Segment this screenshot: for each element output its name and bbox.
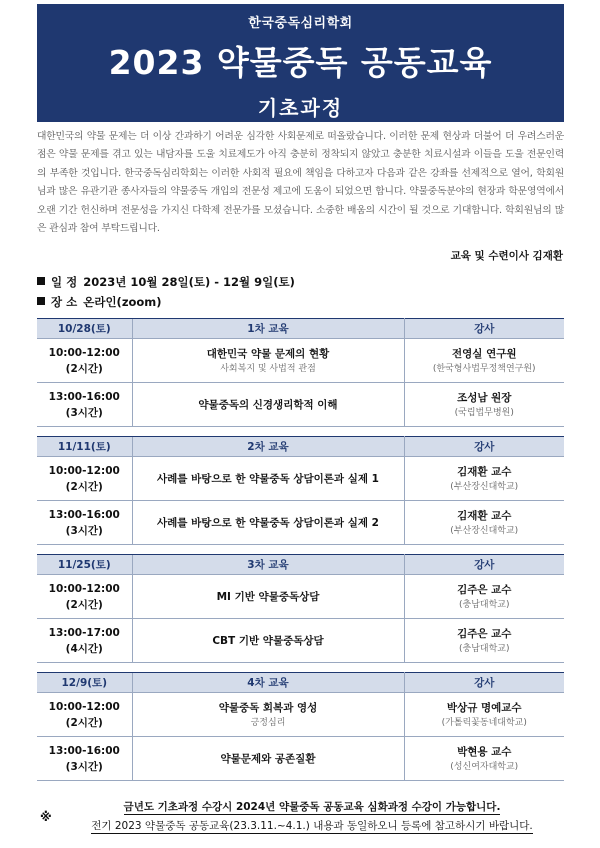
instructor-affiliation: (충남대학교) — [459, 599, 510, 610]
session-table — [37, 554, 564, 663]
table-row — [37, 457, 564, 501]
table-row — [37, 737, 564, 781]
time-cell — [37, 619, 132, 663]
topic-title: 약물문제와 공존질환 — [220, 752, 316, 765]
location-label: 장 소 — [51, 295, 78, 309]
duration: (2시간) — [65, 480, 103, 493]
time-cell — [37, 501, 132, 545]
location-value: 온라인(zoom) — [83, 295, 162, 309]
schedule-info — [37, 274, 295, 290]
instructor-cell — [404, 339, 564, 383]
session-header — [37, 673, 564, 693]
session-round: 3차 교육 — [132, 555, 404, 575]
duration: (2시간) — [65, 716, 103, 729]
instructor-name: 박현용 교수 — [457, 745, 512, 758]
intro-paragraph: 대한민국의 약물 문제는 더 이상 간과하기 어려운 심각한 사회문제로 떠올랐습니다. 이러한 문제 현상과 더불어 더 우려스러운 점은 약물 문제를 겪고 있는 내담자를 도울 치료제도가 아직 충분히 정착되지 않았고 충분한 치료시설과 이들을 도울 전문인력의 부족한 것입니다. 한국중독심리학회는 이러한 사회적 필요에 책임을 다하고자 다음과 같은 강좌를 선제적으로 열어, 학회원님과 많은 유관기관 종사자들의 약물중독 개입의 전문성 제고에 도움이 되었으면 합니다. 약물중독분야의 현장과 학문영역에서 오랜 기간 헌신하며 전문성을 가지신 다학제 전문가를 모셨습니다. 소중한 배움의 시간이 될 것으로 기대합니다. 학회원님의 많은 관심과 참여 부탁드립니다. — [37, 131, 564, 235]
table-row — [37, 383, 564, 427]
session-round: 2차 교육 — [132, 437, 404, 457]
instructor-name: 박상규 명예교수 — [446, 701, 522, 714]
instructor-cell — [404, 619, 564, 663]
session-table — [37, 436, 564, 545]
square-bullet-icon — [37, 277, 45, 285]
instructor-cell — [404, 737, 564, 781]
topic-subtitle: 사회복지 및 사법적 관점 — [220, 363, 316, 374]
time-range: 10:00-12:00 — [48, 346, 120, 359]
instructor-affiliation: (충남대학교) — [459, 643, 510, 654]
reference-mark: ※ — [40, 810, 52, 824]
topic-cell — [132, 501, 404, 545]
time-cell — [37, 575, 132, 619]
instructor-cell — [404, 693, 564, 737]
instructor-name: 김재환 교수 — [457, 465, 512, 478]
session-header — [37, 555, 564, 575]
instructor-affiliation: (부산장신대학교) — [450, 525, 519, 536]
note-advanced-course — [62, 799, 562, 814]
instructor-cell — [404, 457, 564, 501]
table-row — [37, 501, 564, 545]
schedule-value: 2023년 10월 28일(토) - 12월 9일(토) — [83, 275, 295, 289]
title-banner — [37, 4, 564, 122]
session-date: 11/11(토) — [37, 437, 132, 457]
signer: 교육 및 수련이사 김재환 — [450, 250, 563, 262]
topic-title: 사례를 바탕으로 한 약물중독 상담이론과 실제 1 — [157, 472, 379, 485]
square-bullet-icon — [37, 297, 45, 305]
instructor-affiliation: (부산장신대학교) — [450, 481, 519, 492]
instructor-name: 김주은 교수 — [457, 583, 512, 596]
session-table — [37, 672, 564, 781]
time-cell — [37, 339, 132, 383]
course-level: 기초과정 — [257, 96, 344, 120]
duration: (2시간) — [65, 598, 103, 611]
page-title: 2023 약물중독 공동교육 — [108, 43, 493, 82]
session-round: 1차 교육 — [132, 319, 404, 339]
instructor-name: 김주은 교수 — [457, 627, 512, 640]
session-header — [37, 437, 564, 457]
session-header — [37, 319, 564, 339]
time-range: 10:00-12:00 — [48, 582, 120, 595]
instructor-affiliation: (국립법무병원) — [454, 407, 514, 418]
duration: (2시간) — [65, 362, 103, 375]
schedule-label: 일 정 — [51, 275, 78, 289]
table-row — [37, 339, 564, 383]
note-text: 전기 2023 약물중독 공동교육(23.3.11.~4.1.) 내용과 동일하오니 등록에 참고하시기 바랍니다. — [91, 820, 533, 832]
topic-title: 사례를 바탕으로 한 약물중독 상담이론과 실제 2 — [157, 516, 379, 529]
topic-title: 약물중독의 신경생리학적 이해 — [198, 398, 338, 411]
table-row — [37, 619, 564, 663]
topic-title: 약물중독 회복과 영성 — [218, 701, 318, 714]
topic-cell — [132, 383, 404, 427]
topic-title: CBT 기반 약물중독상담 — [212, 634, 324, 647]
topic-title: 대한민국 약물 문제의 현황 — [206, 347, 330, 360]
duration: (4시간) — [65, 642, 103, 655]
topic-cell — [132, 693, 404, 737]
time-range: 13:00-16:00 — [48, 744, 120, 757]
location-info — [37, 294, 162, 310]
table-row — [37, 575, 564, 619]
time-range: 10:00-12:00 — [48, 464, 120, 477]
duration: (3시간) — [65, 524, 103, 537]
topic-cell — [132, 575, 404, 619]
table-row — [37, 693, 564, 737]
time-range: 10:00-12:00 — [48, 700, 120, 713]
instructor-name: 전영실 연구원 — [451, 347, 517, 360]
instructor-header: 강사 — [404, 673, 564, 693]
instructor-header: 강사 — [404, 555, 564, 575]
instructor-cell — [404, 501, 564, 545]
instructor-name: 김재환 교수 — [457, 509, 512, 522]
session-date: 11/25(토) — [37, 555, 132, 575]
duration: (3시간) — [65, 760, 103, 773]
topic-title: MI 기반 약물중독상담 — [216, 590, 320, 603]
instructor-affiliation: (성신여자대학교) — [450, 761, 519, 772]
topic-subtitle: 긍정심리 — [250, 717, 286, 728]
topic-cell — [132, 737, 404, 781]
time-range: 13:00-17:00 — [48, 626, 120, 639]
time-range: 13:00-16:00 — [48, 390, 120, 403]
topic-cell — [132, 619, 404, 663]
note-text: 금년도 기초과정 수강시 2024년 약물중독 공동교육 심화과정 수강이 가능합니다. — [123, 801, 501, 813]
time-cell — [37, 457, 132, 501]
instructor-header: 강사 — [404, 437, 564, 457]
topic-cell — [132, 457, 404, 501]
time-cell — [37, 693, 132, 737]
duration: (3시간) — [65, 406, 103, 419]
time-range: 13:00-16:00 — [48, 508, 120, 521]
note-previous-course — [62, 818, 562, 833]
session-round: 4차 교육 — [132, 673, 404, 693]
session-date: 10/28(토) — [37, 319, 132, 339]
instructor-affiliation: (한국형사법무정책연구원) — [432, 363, 536, 374]
instructor-cell — [404, 575, 564, 619]
instructor-affiliation: (가톨릭꽃동네대학교) — [441, 717, 527, 728]
time-cell — [37, 383, 132, 427]
organization-name: 한국중독심리학회 — [248, 16, 353, 31]
instructor-header: 강사 — [404, 319, 564, 339]
session-date: 12/9(토) — [37, 673, 132, 693]
session-table — [37, 318, 564, 427]
time-cell — [37, 737, 132, 781]
topic-cell — [132, 339, 404, 383]
instructor-name: 조성남 원장 — [457, 391, 512, 404]
instructor-cell — [404, 383, 564, 427]
